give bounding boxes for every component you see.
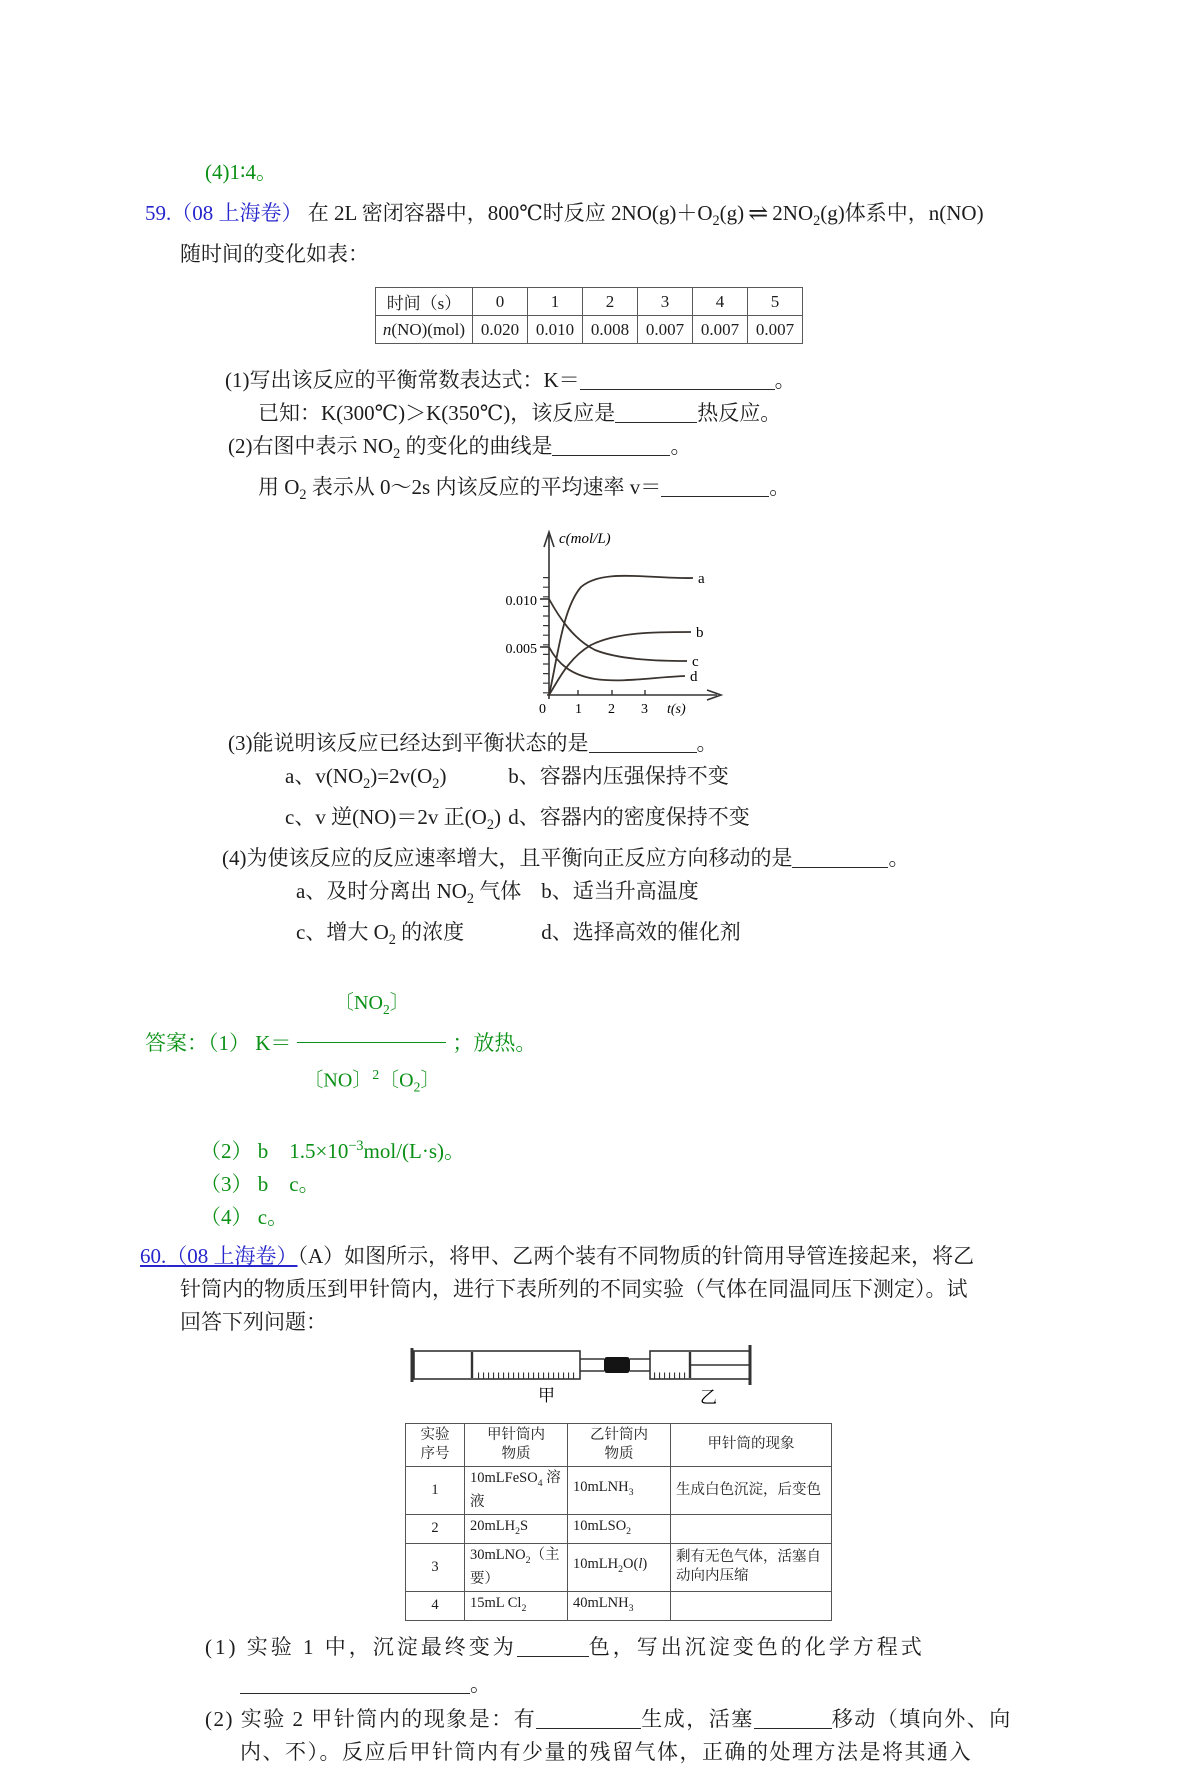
answer-line-2 <box>200 1130 1200 1168</box>
blank-line <box>517 1639 589 1657</box>
cell-yi: 40mLNH$_3$ <box>568 1591 671 1620</box>
answer-label: 答案： <box>145 1031 208 1056</box>
concentration-time-chart <box>455 517 1200 723</box>
cell-phenomenon <box>671 1514 832 1543</box>
y-tick-label: 0.010 <box>505 593 537 609</box>
option-text: v 逆(NO)＝2v 正$(O_2)$ <box>315 804 501 833</box>
table-row <box>406 1543 832 1591</box>
q60-intro-text-c: 回答下列问题： <box>180 1309 327 1334</box>
q59-part4-text: (4)为使该反应的反应速率增大，且平衡向正反应方向移动的是 <box>222 845 793 870</box>
q59-part4-end: 。 <box>888 845 910 870</box>
x-axis-label: t(s) <box>667 701 686 717</box>
q59-opt3-row2 <box>285 801 1200 842</box>
cell-yi: 10mLH$_2$O(l) <box>568 1543 671 1591</box>
table-row <box>376 316 803 344</box>
q59-number: 59. <box>145 201 172 225</box>
option-key: a、 <box>296 878 327 903</box>
table-row <box>406 1466 832 1514</box>
q59-part1b-line <box>258 397 1200 430</box>
q60-sub2-text-a: (2) 实验 2 甲针筒内的现象是：有 <box>205 1706 537 1731</box>
q59-part3-text: (3)能说明该反应已经达到平衡状态的是 <box>228 730 589 755</box>
cell-exp-no: 4 <box>406 1591 465 1620</box>
cell-jia: 15mL $Cl_2$ <box>465 1591 568 1620</box>
prev-answer-text: (4)1∶4。 <box>205 160 277 184</box>
answer2-text: （2） b $1.5\times 10^{-3}mol/(L\cdot s)$。 <box>200 1137 466 1163</box>
q59-intro-text-c: 随时间的变化如表： <box>180 242 369 267</box>
x-tick-label: 3 <box>641 701 648 717</box>
q59-intro-line2 <box>180 238 1200 271</box>
blank-line <box>580 372 775 390</box>
cell-phenomenon: 剩有无色气体，活塞自动向内压缩 <box>671 1543 832 1591</box>
q59-intro-text-b: $2NO_2(g)$体系中，n(NO) <box>772 201 984 230</box>
answer-line-3 <box>200 1168 1200 1201</box>
curve-d-label: d <box>690 668 698 685</box>
blank-line <box>240 1676 470 1694</box>
q59-part1b-end: 热反应。 <box>697 401 782 426</box>
syringe-jia-label: 甲 <box>538 1385 555 1405</box>
time-cell: 5 <box>748 288 803 316</box>
q60-sub2-text-d: 内、不）。反应后甲针筒内有少量的残留气体，正确的处理方法是将其通入 <box>240 1739 972 1764</box>
fraction-denominator: 〔NO〕$^2$〔$O_2$〕 <box>303 1067 441 1095</box>
nno-cell: 0.007 <box>748 316 803 344</box>
cell-yi: 10mLNH$_3$ <box>568 1466 671 1514</box>
fraction-numerator: 〔$NO_2$〕 <box>297 973 446 1043</box>
q60-experiment-table <box>405 1423 832 1621</box>
q59-opt4-row1 <box>296 875 1200 916</box>
option-key: d、 <box>541 920 573 945</box>
cell-exp-no: 3 <box>406 1543 465 1591</box>
option-c <box>285 801 503 842</box>
blank-line <box>792 850 888 868</box>
nno-cell: 0.008 <box>583 316 638 344</box>
blank-line <box>536 1711 641 1729</box>
q59-intro-text-a: 在 2L 密闭容器中，800℃时反应 $2NO(g)+O_2(g)$ <box>307 201 745 230</box>
q60-sub1-end: 。 <box>470 1671 491 1696</box>
option-text: $v(NO_2)=2v(O_2)$ <box>315 763 447 792</box>
q59-intro-line1 <box>145 197 1200 238</box>
q60-sub2-line1 <box>205 1703 1200 1736</box>
option-text: 及时分离出 $NO_2$ 气体 <box>326 878 522 908</box>
q60-sub1-text-a: (1) 实验 1 中，沉淀最终变为 <box>205 1634 517 1659</box>
blank-line <box>589 735 697 753</box>
time-cell: 1 <box>528 288 583 316</box>
option-a <box>296 875 536 916</box>
option-b <box>508 760 729 793</box>
q59-part2b-end: 。 <box>769 475 791 500</box>
curve-c-label: c <box>692 653 699 670</box>
equilibrium-arrow: ⇌ <box>748 201 769 227</box>
option-key: a、 <box>285 763 316 788</box>
q60-number: 60. <box>140 1243 167 1268</box>
cell-exp-no: 2 <box>406 1514 465 1543</box>
option-text: 适当升高温度 <box>572 878 699 903</box>
time-cell: 4 <box>693 288 748 316</box>
q59-part2a-text: (2)右图中表示 $NO_2$ 的变化的曲线是 <box>228 434 553 463</box>
option-key: b、 <box>541 878 573 903</box>
cell-jia: 30mLNO$_2$（主要） <box>465 1543 568 1591</box>
table-row <box>376 288 803 316</box>
option-d <box>508 801 750 834</box>
curve-a-label: a <box>698 570 705 587</box>
nno-header-cell: n(NO)(mol) <box>376 316 473 344</box>
option-c <box>296 916 536 957</box>
q60-intro-text-b: 针筒内的物质压到甲针筒内，进行下表所列的不同实验（气体在同温同压下测定）。试 <box>180 1276 968 1301</box>
header-experiment-no: 实验 序号 <box>406 1423 465 1466</box>
time-header-cell: 时间（s） <box>376 288 473 316</box>
header-jia-contents: 甲针筒内 物质 <box>465 1423 568 1466</box>
q59-part2a-line <box>228 430 1200 471</box>
option-key: c、 <box>285 804 316 829</box>
table-row <box>406 1514 832 1543</box>
q60-sub1-line1 <box>205 1631 1200 1664</box>
x-tick-label: 1 <box>575 701 582 717</box>
answer1-suffix: ；放热。 <box>452 1031 537 1056</box>
option-d <box>541 916 741 949</box>
q59-part2a-end: 。 <box>670 434 692 459</box>
option-text: 增大 $O_2$ 的浓度 <box>326 920 465 949</box>
answer1-prefix: （1） K＝ <box>208 1031 292 1056</box>
q59-data-table <box>375 287 803 344</box>
q60-sub1-line2 <box>240 1668 1200 1701</box>
option-text: 容器内压强保持不变 <box>539 763 729 788</box>
q60-source: （08 上海卷） <box>166 1243 298 1268</box>
option-key: b、 <box>508 763 540 788</box>
answer3-text: （3） b c。 <box>200 1171 320 1196</box>
x-tick-label: 0 <box>539 701 546 717</box>
q60-sub2-line2 <box>240 1736 1200 1769</box>
q60-intro-text-a: （A）如图所示，将甲、乙两个装有不同物质的针筒用导管连接起来，将乙 <box>297 1243 975 1268</box>
blank-line <box>552 438 670 456</box>
table-header-row <box>406 1423 832 1466</box>
q60-intro-line2 <box>180 1273 1200 1306</box>
cell-exp-no: 1 <box>406 1466 465 1514</box>
option-key: c、 <box>296 920 327 945</box>
syringe-figure <box>398 1345 1200 1415</box>
cell-jia: 10mLFeSO$_4$ 溶液 <box>465 1466 568 1514</box>
curve-b-label: b <box>696 624 704 641</box>
q59-part1-line <box>225 364 1200 397</box>
cell-yi: 10mLSO$_2$ <box>568 1514 671 1543</box>
x-tick-label: 2 <box>608 701 615 717</box>
answer-line-4 <box>200 1201 1200 1234</box>
q59-part3-end: 。 <box>696 730 718 755</box>
curve-b <box>549 632 691 695</box>
left-syringe-barrel <box>414 1351 580 1379</box>
syringe-yi-label: 乙 <box>700 1387 717 1407</box>
blank-line <box>615 405 697 423</box>
answer-line-1 <box>145 973 1200 1118</box>
equilibrium-constant-fraction <box>297 973 446 1118</box>
header-jia-phenomenon: 甲针筒的现象 <box>671 1423 832 1466</box>
prev-answer-line <box>205 156 1200 189</box>
time-cell: 0 <box>473 288 528 316</box>
option-b <box>541 875 699 908</box>
q59-source: （08 上海卷） <box>171 201 303 225</box>
answer4-text: （4） c。 <box>200 1204 289 1229</box>
q60-intro-line3 <box>180 1306 1200 1339</box>
table-row <box>406 1591 832 1620</box>
q59-opt3-row1 <box>285 760 1200 801</box>
q60-sub2-text-c: 移动（填向外、向 <box>831 1706 1012 1731</box>
header-yi-contents: 乙针筒内 物质 <box>568 1423 671 1466</box>
q60-sub2-text-b: 生成，活塞 <box>641 1706 754 1731</box>
q59-part1b-text: 已知：K(300℃)＞K(350℃)，该反应是 <box>258 401 616 426</box>
q60-sub1-text-b: 色，写出沉淀变色的化学方程式 <box>588 1634 925 1659</box>
q59-part3-line <box>228 727 1200 760</box>
nno-cell: 0.020 <box>473 316 528 344</box>
time-cell: 3 <box>638 288 693 316</box>
time-cell: 2 <box>583 288 638 316</box>
q59-part4-line <box>222 842 1200 875</box>
cell-phenomenon <box>671 1591 832 1620</box>
option-key: d、 <box>508 804 540 829</box>
q59-part2b-line <box>258 471 1200 512</box>
y-tick-label: 0.005 <box>505 641 537 657</box>
cell-phenomenon: 生成白色沉淀，后变色 <box>671 1466 832 1514</box>
option-text: 选择高效的催化剂 <box>572 920 741 945</box>
nno-cell: 0.007 <box>638 316 693 344</box>
y-axis-label: c(mol/L) <box>559 530 611 547</box>
q60-intro-line1 <box>140 1240 1200 1273</box>
q59-part1-end: 。 <box>774 368 796 393</box>
nno-cell: 0.010 <box>528 316 583 344</box>
q59-part1-text: (1)写出该反应的平衡常数表达式：K＝ <box>225 368 580 393</box>
q59-part2b-text: 用 $O_2$ 表示从 0～2s 内该反应的平均速率 v＝ <box>258 475 662 504</box>
tube-connector <box>604 1357 630 1373</box>
cell-jia: 20mLH$_2$S <box>465 1514 568 1543</box>
option-a <box>285 760 503 801</box>
blank-line <box>754 1711 832 1729</box>
q59-opt4-row2 <box>296 916 1200 957</box>
nno-cell: 0.007 <box>693 316 748 344</box>
option-text: 容器内的密度保持不变 <box>539 804 750 829</box>
blank-line <box>661 479 769 497</box>
